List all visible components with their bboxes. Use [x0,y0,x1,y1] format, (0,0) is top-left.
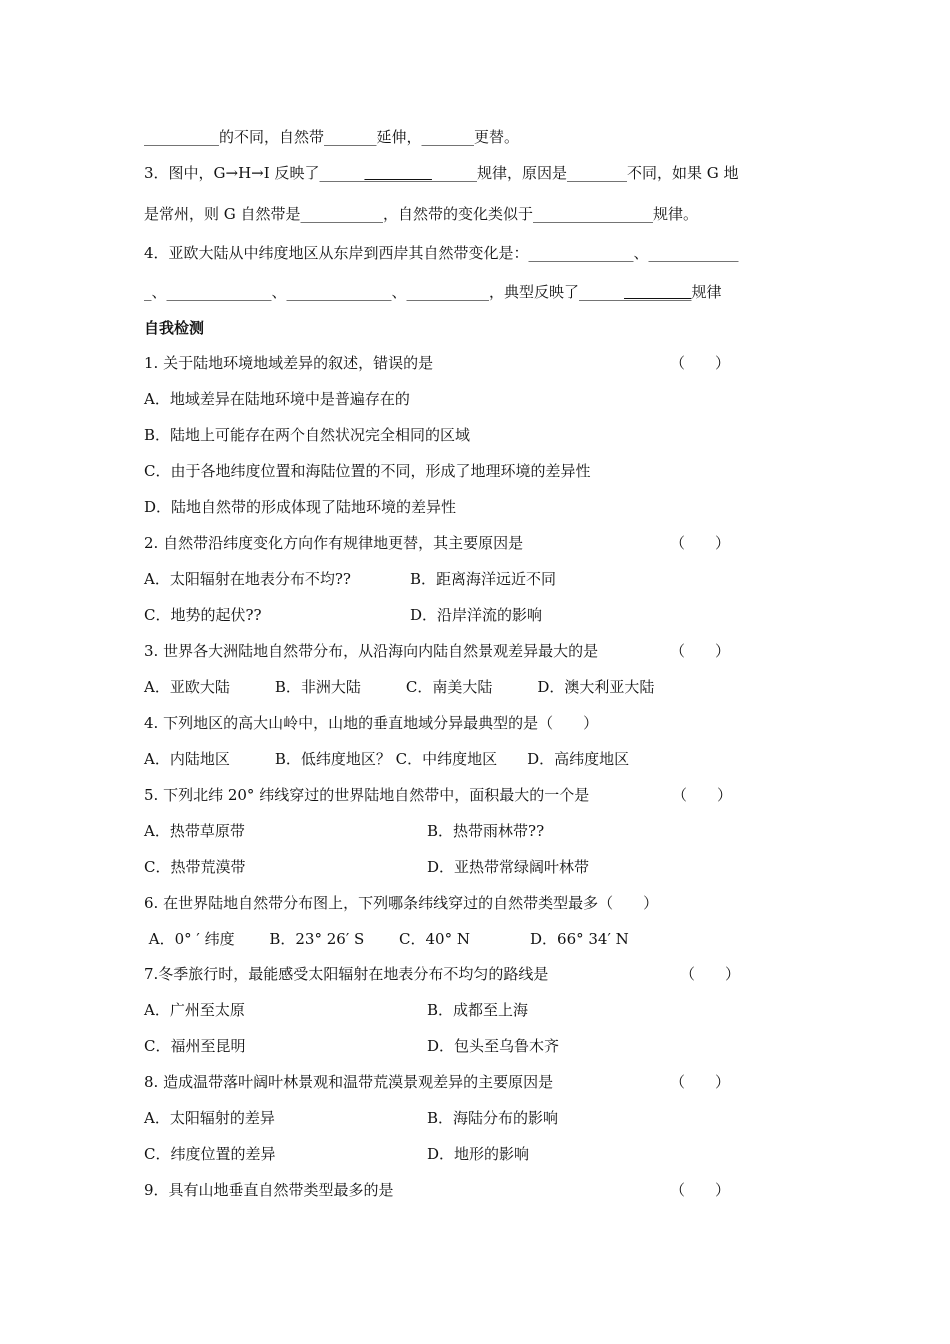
q1-option-b: B．陆地上可能存在两个自然状况完全相同的区域 [144,426,471,444]
question-5-answer-paren: （ ） [672,786,733,804]
q2-option-a: A．太阳辐射在地表分布不均?? [144,570,351,588]
q5-option-a: A．热带草原带 [144,822,245,840]
q2-option-d: D．沿岸洋流的影响 [410,606,543,624]
q3-options: A．亚欧大陆 B．非洲大陆 C．南美大陆 D．澳大利亚大陆 [144,678,655,696]
fill-q4-line-1: 4．亚欧大陆从中纬度地区从东岸到西岸其自然带变化是：______________、____________ [144,244,739,262]
question-9-stem: 9．具有山地垂直自然带类型最多的是 [144,1181,394,1199]
q8-option-d: D．地形的影响 [427,1145,530,1163]
q1-option-a: A．地域差异在陆地环境中是普遍存在的 [144,390,410,408]
q6-options: A．0° ′ 纬度 B．23° 26′ S C．40° N D．66° 34′ N [144,930,629,948]
q3-blank-b: ______ [319,164,365,182]
q4-options: A．内陆地区 B．低纬度地区？ C．中纬度地区 D．高纬度地区 [144,750,630,768]
question-8-stem: 8. 造成温带落叶阔叶林景观和温带荒漠景观差异的主要原因是 [144,1073,554,1091]
question-4-stem: 4. 下列地区的高大山岭中，山地的垂直地域分异最典型的是（ ） [144,714,599,732]
question-7-answer-paren: （ ） [680,965,741,983]
q3-blank-c: _________ [364,164,432,182]
q8-option-b: B．海陆分布的影响 [427,1109,559,1127]
question-1-stem: 1. 关于陆地环境地域差异的叙述，错误的是 [144,354,434,372]
question-9-answer-paren: （ ） [670,1181,731,1199]
q3-text-d: ______规律，原因是________不同，如果 G 地 [431,164,739,182]
q7-option-b: B．成都至上海 [427,1001,529,1019]
question-2-answer-paren: （ ） [670,534,731,552]
question-1-answer-paren: （ ） [670,354,731,372]
question-2-stem: 2. 自然带沿纬度变化方向作有规律地更替，其主要原因是 [144,534,524,552]
q4-blank-b: _________ [624,283,692,301]
question-3-answer-paren: （ ） [670,642,731,660]
q3-text-a: 3．图中，G→H→I 反映了 [144,164,320,182]
question-7-stem: 7.冬季旅行时，最能感受太阳辐射在地表分布不均匀的路线是 [144,965,549,983]
q8-option-a: A．太阳辐射的差异 [144,1109,275,1127]
q4-text-a: _、______________、______________、___________，典型反映了______ [144,283,625,301]
question-3-stem: 3. 世界各大洲陆地自然带分布，从沿海向内陆自然景观差异最大的是 [144,642,599,660]
question-6-stem: 6. 在世界陆地自然带分布图上，下列哪条纬线穿过的自然带类型最多（ ） [144,894,659,912]
q1-option-c: C．由于各地纬度位置和海陆位置的不同，形成了地理环境的差异性 [144,462,591,480]
question-5-stem: 5. 下列北纬 20° 纬线穿过的世界陆地自然带中，面积最大的一个是 [144,786,590,804]
q7-option-c: C．福州至昆明 [144,1037,246,1055]
question-8-answer-paren: （ ） [670,1073,731,1091]
fill-q4-line-2 [144,282,722,302]
fill-q3-line-2: 是常州，则 G 自然带是___________，自然带的变化类似于________________规律。 [144,205,699,223]
fill-line-1: __________的不同，自然带_______延伸，_______更替。 [144,128,520,146]
q8-option-c: C．纬度位置的差异 [144,1145,276,1163]
fill-q3-line-1 [144,163,738,183]
q4-text-c: 规律 [691,283,722,301]
q5-option-b: B．热带雨林带?? [427,822,545,840]
q1-option-d: D．陆地自然带的形成体现了陆地环境的差异性 [144,498,457,516]
section-title: 自我检测 [144,319,205,337]
q7-option-a: A．广州至太原 [144,1001,245,1019]
q5-option-d: D．亚热带常绿阔叶林带 [427,858,590,876]
q2-option-b: B．距离海洋远近不同 [410,570,557,588]
q7-option-d: D．包头至乌鲁木齐 [427,1037,560,1055]
q5-option-c: C．热带荒漠带 [144,858,246,876]
q2-option-c: C．地势的起伏?? [144,606,262,624]
